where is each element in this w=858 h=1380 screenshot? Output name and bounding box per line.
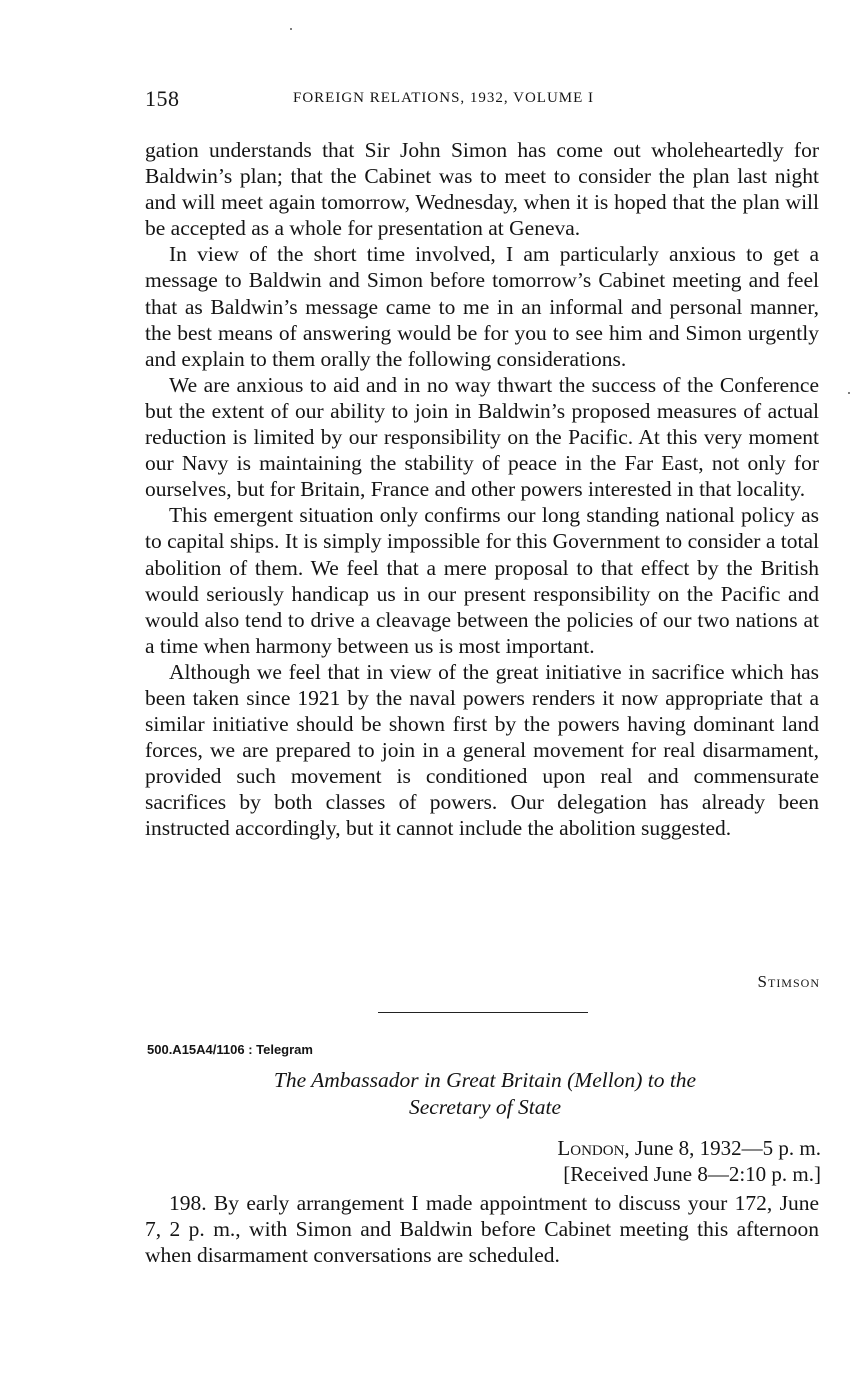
dateline [557, 1135, 821, 1187]
scan-speck [290, 28, 292, 30]
file-reference: 500.A15A4/1106 : Telegram [147, 1042, 313, 1057]
document-title [185, 1067, 785, 1121]
telegram-body [145, 1190, 819, 1268]
paragraph: Although we feel that in view of the great initiative in sacrifice which has been taken since 1921 by the naval powers renders it now appropriate that a similar initiative should be shown first by the powers having dominant land forces, we are prepared to join in a general movement for real disarmament, provided such movement is conditioned upon real and commensurate sacrifices by both classes of powers. Our delegation has already been instructed accordingly, but it cannot include the abolition suggested. [145, 659, 819, 841]
paragraph: This emergent situation only confirms our long standing national policy as to capital ships. It is simply impossible for this Government to consider a total abolition of them. We feel that a mere proposal to that effect by the British would seriously handicap us in our present responsibility on the Pacific and would also tend to drive a cleavage between the policies of our two nations at a time when harmony between us is most important. [145, 503, 819, 658]
dateline-place: London [557, 1136, 625, 1160]
scan-speck [848, 392, 850, 394]
page-header [145, 86, 825, 114]
dateline-sent [557, 1135, 821, 1161]
dateline-received: [Received June 8—2:10 p. m.] [563, 1162, 821, 1186]
document-title-line: The Ambassador in Great Britain (Mellon) to the [273, 1068, 697, 1092]
paragraph: In view of the short time involved, I am particularly anxious to get a message to Baldwin and Simon before tomorrow’s Cabinet meeting and feel that as Baldwin’s message came to me in an informal and personal manner, the best means of answering would be for you to see him and Simon urgently and explain to them orally the following considerations. [145, 242, 819, 371]
paragraph: We are anxious to aid and in no way thwart the success of the Conference but the extent of our ability to join in Baldwin’s proposed measures of actual reduction is limited by our responsibility on the Pacific. At this very moment our Navy is maintaining the stability of peace in the Far East, not only for ourselves, but for Britain, France and other powers interested in that locality. [145, 372, 819, 502]
paragraph: 198. By early arrangement I made appointment to discuss your 172, June 7, 2 p. m., with Simon and Baldwin before Cabinet meeting this afternoon when disarmament conversations are scheduled. [145, 1191, 819, 1268]
running-head: FOREIGN RELATIONS, 1932, VOLUME I [293, 90, 595, 106]
section-divider [378, 1012, 588, 1013]
document-title-line: Secretary of State [408, 1095, 562, 1119]
signature: Stimson [757, 972, 820, 991]
dateline-date: , June 8, 1932—5 p. m. [624, 1136, 821, 1160]
page-number: 158 [145, 86, 180, 111]
paragraph: gation understands that Sir John Simon has come out wholeheartedly for Baldwin’s plan; that the Cabinet was to meet to consider the plan last night and will meet again tomorrow, Wednesday, when it is hoped that the plan will be accepted as a whole for presentation at Geneva. [145, 138, 819, 241]
letter-body [145, 137, 819, 842]
